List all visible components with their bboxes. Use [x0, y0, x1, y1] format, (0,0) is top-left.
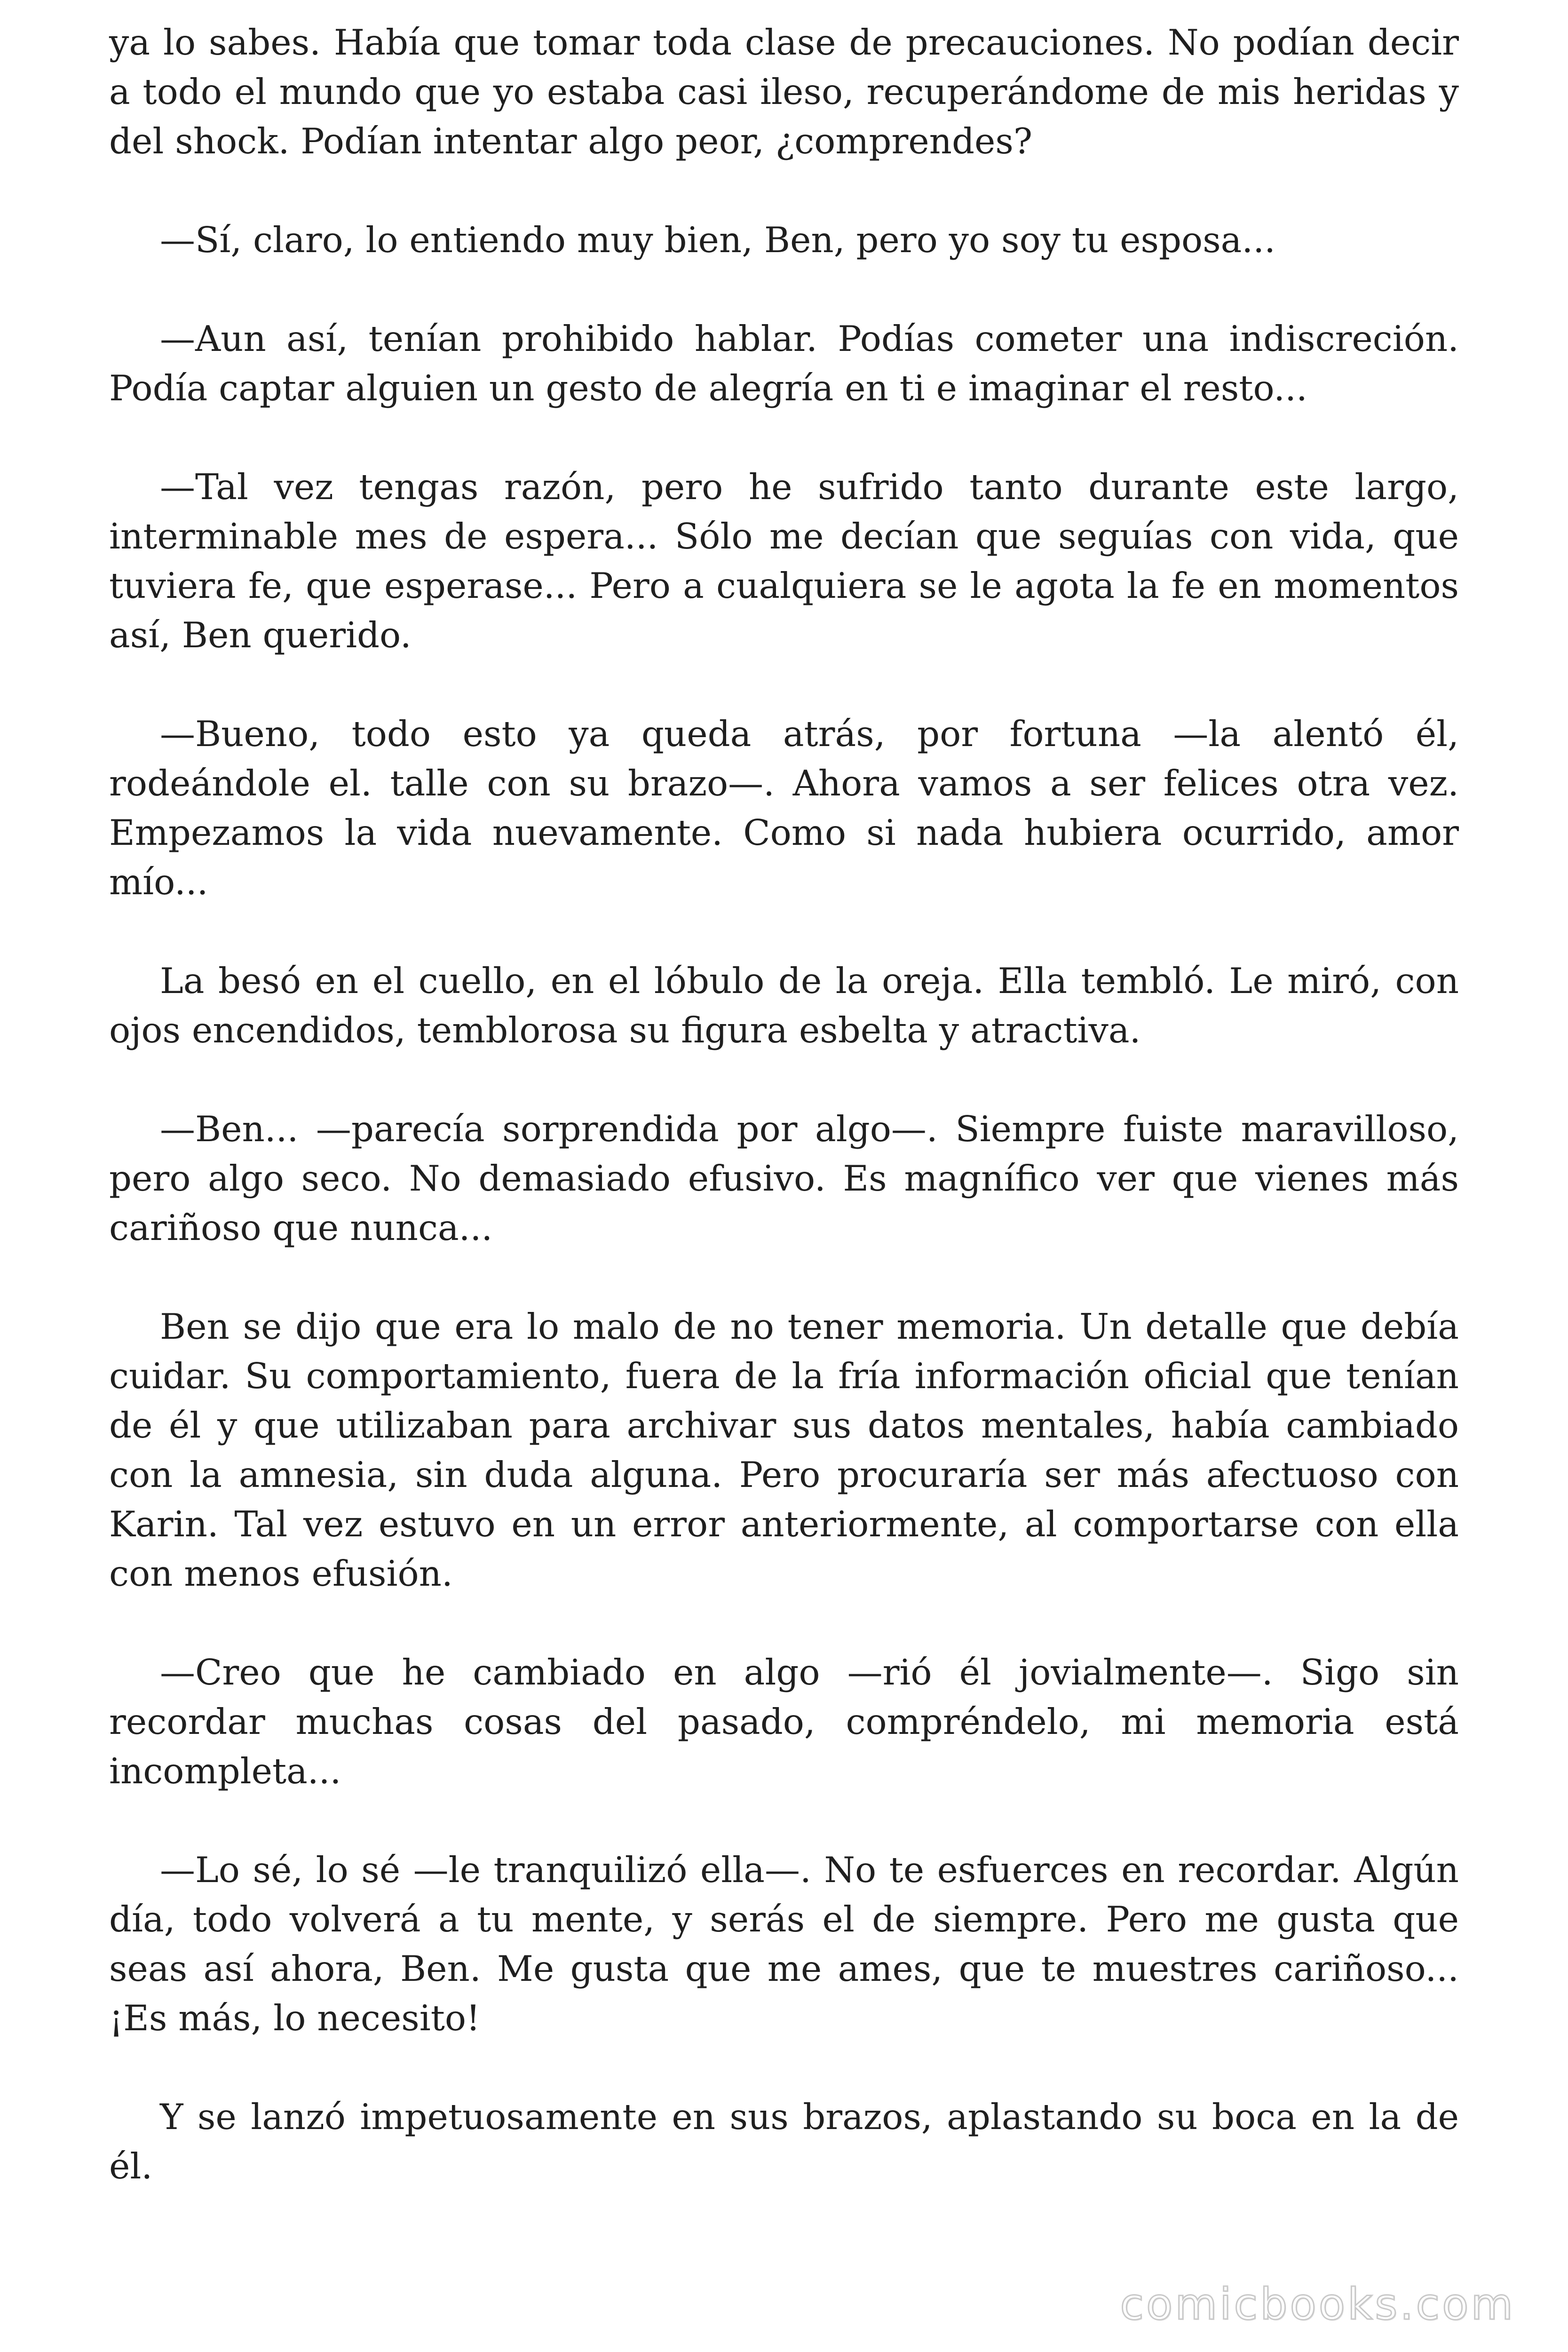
book-page-text — [109, 18, 1459, 2241]
paragraph-9: —Creo que he cambiado en algo —rió él jovialmente—. Sigo sin recordar muchas cosas del pasado, compréndelo, mi memoria está incompleta... — [109, 1652, 1459, 1792]
paragraph-7: —Ben... —parecía sorprendida por algo—. Siempre fuiste maravilloso, pero algo seco. No demasiado efusivo. Es magnífico ver que vienes más cariñoso que nunca... — [109, 1108, 1459, 1248]
paragraph-4: —Tal vez tengas razón, pero he sufrido tanto durante este largo, interminable mes de espera... Sólo me decían que seguías con vida, que tuviera fe, que esperase... Pero a cualquiera se le agota la fe en momentos así, Ben querido. — [109, 466, 1459, 656]
paragraph-10: —Lo sé, lo sé —le tranquilizó ella—. No te esfuerces en recordar. Algún día, todo volverá a tu mente, y serás el de siempre. Pero me gusta que seas así ahora, Ben. Me gusta que me ames, que te muestres cariñoso... ¡Es más, lo necesito! — [109, 1849, 1459, 2039]
paragraph-2: —Sí, claro, lo entiendo muy bien, Ben, pero yo soy tu esposa... — [160, 219, 1275, 261]
paragraph-3: —Aun así, tenían prohibido hablar. Podías cometer una indiscreción. Podía captar alguien un gesto de alegría en ti e imaginar el resto... — [109, 318, 1459, 409]
paragraph-1: ya lo sabes. Había que tomar toda clase de precauciones. No podían decir a todo el mundo que yo estaba casi ileso, recuperándome de mis heridas y del shock. Podían intentar algo peor, ¿comprendes? — [109, 22, 1459, 162]
paragraph-5: —Bueno, todo esto ya queda atrás, por fortuna —la alentó él, rodeándole el. talle con su brazo—. Ahora vamos a ser felices otra vez. Empezamos la vida nuevamente. Como si nada hubiera ocurrido, amor mío... — [109, 713, 1459, 903]
paragraph-11: Y se lanzó impetuosamente en sus brazos, aplastando su boca en la de él. — [109, 2096, 1459, 2187]
paragraph-8: Ben se dijo que era lo malo de no tener memoria. Un detalle que debía cuidar. Su comportamiento, fuera de la fría información oficial que tenían de él y que utilizaban para archivar sus datos mentales, había cambiado con la amnesia, sin duda alguna. Pero procuraría ser más afectuoso con Karin. Tal vez estuvo en un error anteriormente, al comportarse con ella con menos efusión. — [109, 1306, 1459, 1594]
watermark-text: comicbooks.com — [1120, 2279, 1515, 2329]
paragraph-6: La besó en el cuello, en el lóbulo de la oreja. Ella tembló. Le miró, con ojos encendidos, temblorosa su figura esbelta y atractiva. — [109, 960, 1459, 1051]
